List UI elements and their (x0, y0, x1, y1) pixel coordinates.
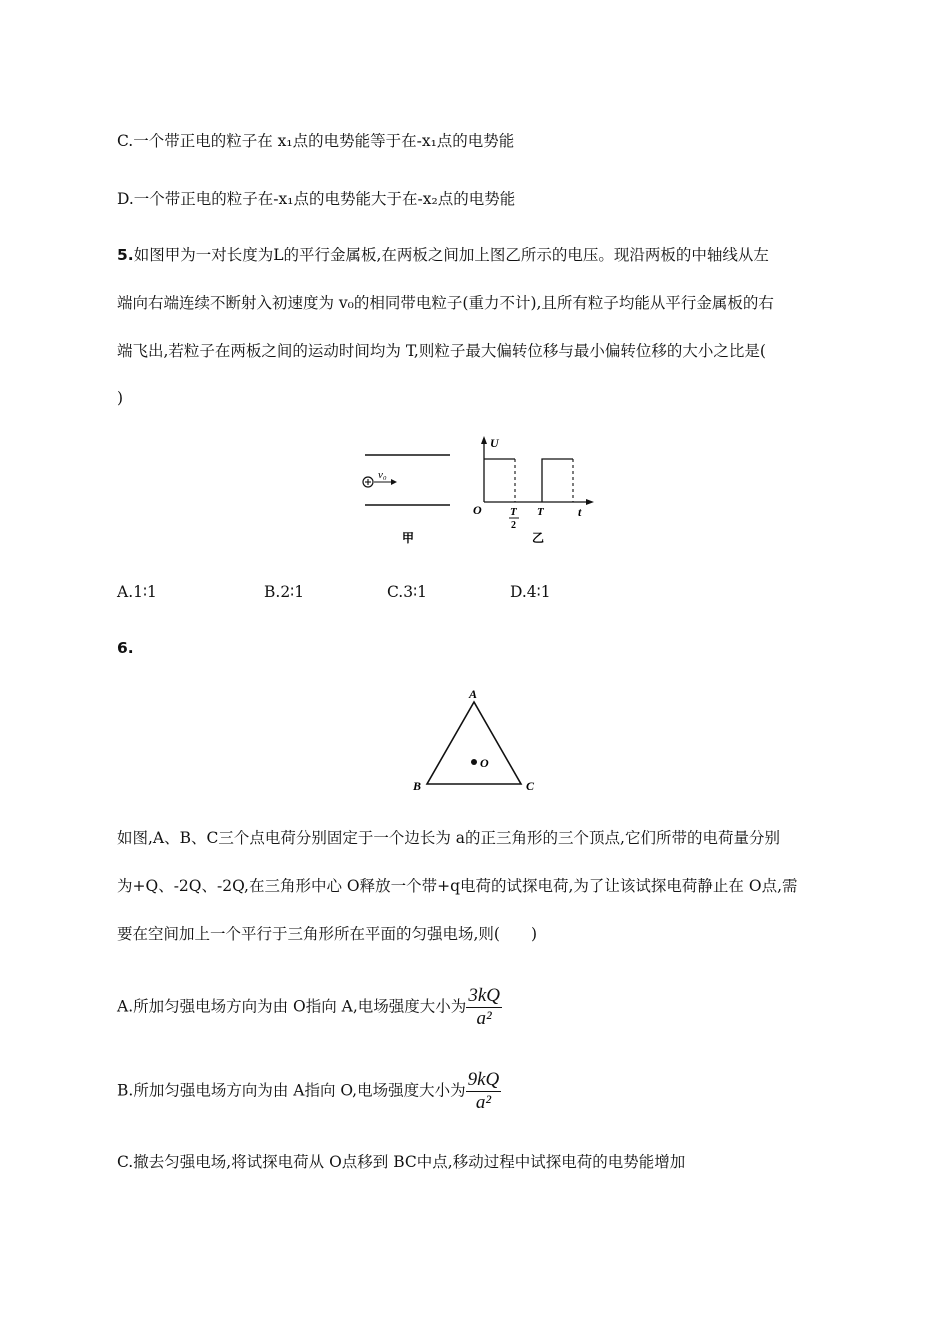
vertex-c-label: C (526, 779, 535, 793)
q5-figure-voltage (470, 434, 600, 552)
center-o-label: O (480, 756, 489, 770)
half-period-den: 2 (511, 520, 516, 531)
fraction-denominator: a² (475, 1091, 492, 1113)
fraction-numerator: 9kQ (467, 1069, 500, 1090)
t-label: t (578, 505, 582, 519)
center-point (471, 759, 477, 765)
q5-option-b: B.2∶1 (264, 583, 305, 601)
q6-option-b (117, 1070, 501, 1113)
half-period-num: T (510, 506, 517, 518)
q6-option-b-text: B.所加匀强电场方向为由 A指向 O,电场强度大小为 (117, 1081, 466, 1100)
q6-option-a-fraction (466, 986, 502, 1029)
origin-label: O (473, 503, 482, 517)
q5-option-c: C.3∶1 (387, 583, 427, 601)
q6-option-b-fraction (466, 1070, 502, 1113)
q4-option-d: D.一个带正电的粒子在-x₁点的电势能大于在-x₂点的电势能 (117, 190, 516, 208)
q6-option-c: C.撤去匀强电场,将试探电荷从 O点移到 BC中点,移动过程中试探电荷的电势能增加 (117, 1153, 686, 1171)
fraction-denominator: a² (476, 1007, 492, 1029)
q5-figure-plates (355, 440, 465, 550)
q6-number: 6. (117, 639, 134, 657)
q6-option-a (117, 986, 502, 1029)
q4-option-c: C.一个带正电的粒子在 x₁点的电势能等于在-x₁点的电势能 (117, 132, 515, 150)
fraction-numerator: 3kQ (468, 985, 500, 1006)
caption-yi: 乙 (532, 531, 545, 545)
q6-stem-line-1: 如图,A、B、C三个点电荷分别固定于一个边长为 a的正三角形的三个顶点,它们所带的电荷量分别 (117, 829, 780, 847)
q5-stem-text-1: 如图甲为一对长度为L的平行金属板,在两板之间加上图乙所示的电压。现沿两板的中轴线从左 (133, 246, 769, 264)
q5-number: 5. (117, 246, 134, 264)
caption-jia: 甲 (402, 531, 415, 545)
vertex-b-label: B (413, 779, 422, 793)
q6-stem-line-2: 为+Q、-2Q、-2Q,在三角形中心 O释放一个带+q电荷的试探电荷,为了让该试探电荷静止在 O点,需 (117, 877, 798, 895)
velocity-label: v₀ (378, 469, 387, 481)
equilateral-triangle (427, 702, 521, 784)
period-label: T (537, 506, 544, 518)
q5-option-a: A.1∶1 (117, 583, 157, 601)
q5-option-d: D.4∶1 (510, 583, 551, 601)
q6-option-a-text: A.所加匀强电场方向为由 O指向 A,电场强度大小为 (117, 997, 467, 1016)
u-label: U (490, 436, 499, 450)
q5-stem-line-2: 端向右端连续不断射入初速度为 v₀的相同带电粒子(重力不计),且所有粒子均能从平行金属板的右 (117, 294, 774, 312)
pulse-2 (542, 459, 573, 502)
q6-stem-line-3: 要在空间加上一个平行于三角形所在平面的匀强电场,则( ) (117, 925, 538, 943)
q5-stem-line-3: 端飞出,若粒子在两板之间的运动时间均为 T,则粒子最大偏转位移与最小偏转位移的大小之比是( (117, 342, 766, 360)
q5-stem-line-1 (117, 248, 769, 264)
q5-stem-line-4: ) (117, 389, 124, 407)
vertex-a-label: A (469, 687, 478, 701)
q6-figure-triangle (405, 684, 545, 796)
